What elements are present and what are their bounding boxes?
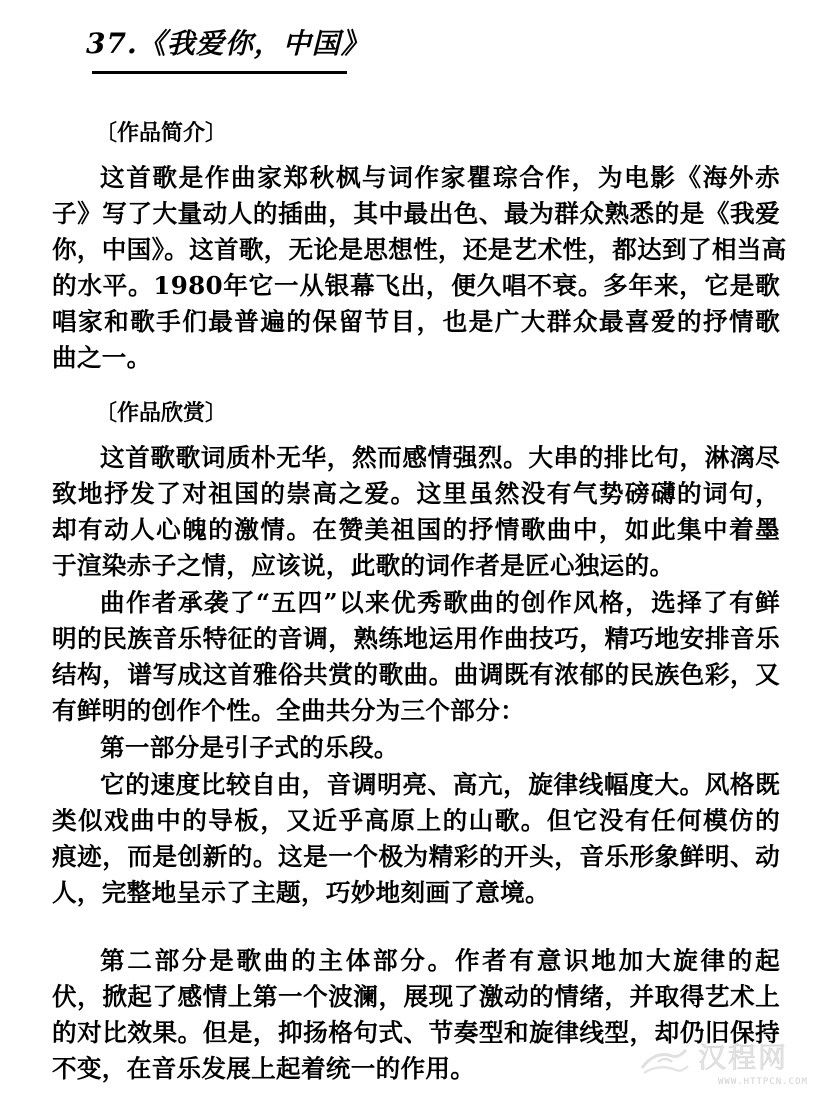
section-heading-appreciation: 〔作品欣赏〕 — [95, 400, 228, 426]
introduction-paragraph — [52, 160, 787, 376]
text-line: 它的速度比较自由，音调明亮、高亢，旋律线幅度大。风格既 — [100, 770, 780, 799]
watermark-text: 汉程网 — [698, 1041, 789, 1074]
site-watermark — [640, 1042, 820, 1097]
text-line: 结构，谱写成这首雅俗共赏的歌曲。曲调既有浓郁的民族色彩，又 — [52, 660, 780, 689]
text-line: 你，中国》。这首歌，无论是思想性，还是艺术性，都达到了相当高 — [52, 235, 787, 264]
text-line: 类似戏曲中的导板，又近乎高原上的山歌。但它没有任何模仿的 — [52, 806, 780, 835]
text-line: 唱家和歌手们最普遍的保留节目，也是广大群众最喜爱的抒情歌 — [52, 307, 780, 336]
part-one-paragraph — [52, 730, 780, 766]
text-line: 不变，在音乐发展上起着统一的作用。 — [52, 1054, 476, 1083]
text-line: 这首歌歌词质朴无华，然而感情强烈。大串的排比句，淋漓尽 — [100, 443, 780, 472]
text-line: 这首歌是作曲家郑秋枫与词作家瞿琮合作，为电影《海外赤 — [100, 163, 780, 192]
text-line: 明的民族音乐特征的音调，熟练地运用作曲技巧，精巧地安排音乐 — [52, 624, 780, 653]
text-line: 曲之一。 — [52, 343, 152, 372]
part-one-description-paragraph — [52, 767, 780, 911]
watermark-url: WWW.HTTPCN.COM — [718, 1077, 808, 1087]
text-line: 致地抒发了对祖国的崇高之爱。这里虽然没有气势磅礴的词句， — [52, 479, 780, 508]
text-line: 伏，掀起了感情上第一个波澜，展现了激动的情绪，并取得艺术上 — [52, 982, 780, 1011]
text-line: 第二部分是歌曲的主体部分。作者有意识地加大旋律的起 — [100, 946, 780, 975]
text-line: 的水平。1980年它一从银幕飞出，便久唱不衰。多年来，它是歌 — [52, 271, 780, 300]
wave-logo-icon — [640, 1046, 690, 1076]
text-line: 却有动人心魄的激情。在赞美祖国的抒情歌曲中，如此集中着墨 — [52, 515, 780, 544]
text-line: 有鲜明的创作个性。全曲共分为三个部分： — [52, 696, 525, 725]
text-line: 于渲染赤子之情，应该说，此歌的词作者是匠心独运的。 — [52, 551, 675, 580]
lyrics-paragraph — [52, 440, 780, 584]
text-line: 曲作者承袭了“五四”以来优秀歌曲的创作风格，选择了有鲜 — [100, 588, 780, 617]
composition-paragraph — [52, 585, 780, 729]
song-title: 37.《我爱你，中国》 — [86, 27, 370, 60]
text-line: 痕迹，而是创新的。这是一个极为精彩的开头，音乐形象鲜明、动 — [52, 842, 780, 871]
text-line: 人，完整地呈示了主题，巧妙地刻画了意境。 — [52, 878, 550, 907]
section-heading-introduction: 〔作品简介〕 — [95, 120, 228, 146]
text-line: 的对比效果。但是，抑扬格句式、节奏型和旋律线型，却仍旧保持 — [52, 1018, 780, 1047]
text-line: 子》写了大量动人的插曲，其中最出色、最为群众熟悉的是《我爱 — [52, 199, 780, 228]
title-underline — [92, 71, 347, 74]
text-line: 第一部分是引子式的乐段。 — [100, 733, 399, 762]
